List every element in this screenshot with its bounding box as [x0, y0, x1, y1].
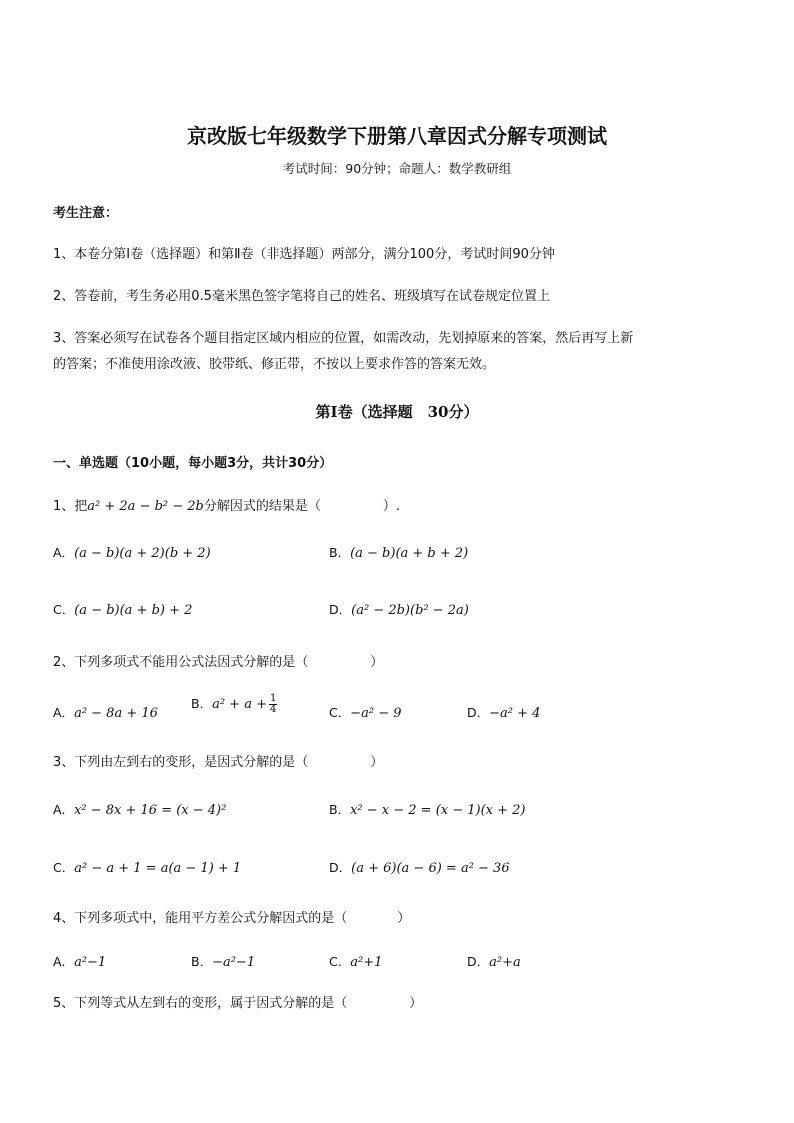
option-letter: A． [53, 705, 75, 720]
option-letter: C． [53, 602, 75, 617]
option-text: a² + a + [212, 697, 267, 712]
option-text: a² − 8a + 16 [74, 706, 158, 721]
option-2c[interactable] [329, 703, 402, 721]
option-letter: A． [53, 954, 75, 969]
question-1-expression: a² + 2a − b² − 2b [87, 499, 204, 514]
question-4-end: ） [397, 911, 411, 926]
option-1a[interactable] [53, 543, 211, 561]
fraction-denominator: 4 [269, 704, 277, 715]
question-2-prefix: 2、下列多项式不能用公式法因式分解的是（ [53, 655, 309, 670]
option-text: (a + 6)(a − 6) = a² − 36 [351, 861, 510, 876]
option-text: −a²−1 [212, 955, 256, 970]
option-text: (a − b)(a + b) + 2 [74, 603, 193, 618]
option-text: a²+a [489, 955, 521, 970]
option-text: a²+1 [350, 955, 383, 970]
notice-item-3-cont: 的答案；不准使用涂改液、胶带纸、修正带，不按以上要求作答的答案无效。 [53, 357, 496, 372]
option-4b[interactable] [191, 952, 255, 970]
option-3b[interactable] [329, 800, 526, 818]
option-letter: A． [53, 545, 75, 560]
option-3d[interactable] [329, 858, 510, 876]
option-2b[interactable] [191, 694, 277, 715]
option-letter: C． [53, 860, 75, 875]
question-3-end: ） [370, 755, 384, 770]
option-letter: C． [329, 954, 351, 969]
option-letter: B． [329, 545, 351, 560]
option-text: (a − b)(a + b + 2) [350, 546, 469, 561]
question-1-prefix: 1、把 [53, 499, 88, 514]
option-letter: D． [467, 954, 490, 969]
option-4c[interactable] [329, 952, 382, 970]
notice-item-3: 3、答案必须写在试卷各个题目指定区域内相应的位置，如需改动，先划掉原来的答案，然后再写上新 [53, 331, 634, 346]
option-letter: B． [191, 954, 213, 969]
option-2a[interactable] [53, 703, 158, 721]
question-2-end: ） [370, 655, 384, 670]
option-letter: D． [329, 602, 352, 617]
question-5-end: ） [409, 996, 423, 1011]
option-text: a² − a + 1 = a(a − 1) + 1 [74, 861, 242, 876]
option-letter: C． [329, 705, 351, 720]
option-letter: A． [53, 802, 75, 817]
option-text: (a² − 2b)(b² − 2a) [351, 603, 469, 618]
option-text: x² − x − 2 = (x − 1)(x + 2) [350, 803, 526, 818]
option-1b[interactable] [329, 543, 468, 561]
option-letter: B． [329, 802, 351, 817]
option-1d[interactable] [329, 600, 469, 618]
option-3a[interactable] [53, 800, 226, 818]
question-2 [53, 651, 383, 670]
option-text: x² − 8x + 16 = (x − 4)² [74, 803, 227, 818]
notice-heading: 考生注意： [53, 206, 119, 221]
option-letter: D． [329, 860, 352, 875]
option-letter: B． [191, 696, 213, 711]
page-title: 京改版七年级数学下册第八章因式分解专项测试 [187, 124, 607, 148]
question-4 [53, 907, 410, 926]
option-text: (a − b)(a + 2)(b + 2) [74, 546, 211, 561]
option-2d[interactable] [467, 703, 540, 721]
option-text: −a² − 9 [350, 706, 402, 721]
notice-item-2: 2、答卷前，考生务必用0.5毫米黑色签字笔将自己的姓名、班级填写在试卷规定位置上 [53, 289, 550, 304]
exam-info: 考试时间：90分钟；命题人：数学教研组 [282, 161, 512, 176]
question-1-suffix: 分解因式的结果是（ [203, 499, 321, 514]
option-1c[interactable] [53, 600, 192, 618]
question-1-end: ）. [382, 499, 401, 514]
fraction-numerator: 1 [269, 693, 277, 704]
option-3c[interactable] [53, 858, 241, 876]
question-4-prefix: 4、下列多项式中，能用平方差公式分解因式的是（ [53, 911, 348, 926]
section-title: 第Ⅰ卷（选择题 30分） [315, 403, 479, 421]
section-subtitle: 一、单选题（10小题，每小题3分，共计30分） [53, 456, 333, 471]
question-3 [53, 751, 383, 770]
fraction-one-quarter [269, 694, 277, 715]
option-4d[interactable] [467, 952, 521, 970]
option-letter: D． [467, 705, 490, 720]
option-text: −a² + 4 [489, 706, 541, 721]
notice-item-1: 1、本卷分第Ⅰ卷（选择题）和第Ⅱ卷（非选择题）两部分，满分100分，考试时间90分钟 [53, 247, 555, 262]
question-1 [53, 495, 400, 514]
question-5-prefix: 5、下列等式从左到右的变形，属于因式分解的是（ [53, 996, 348, 1011]
question-5 [53, 992, 422, 1011]
option-4a[interactable] [53, 952, 106, 970]
option-text: a²−1 [74, 955, 107, 970]
question-3-prefix: 3、下列由左到右的变形，是因式分解的是（ [53, 755, 309, 770]
